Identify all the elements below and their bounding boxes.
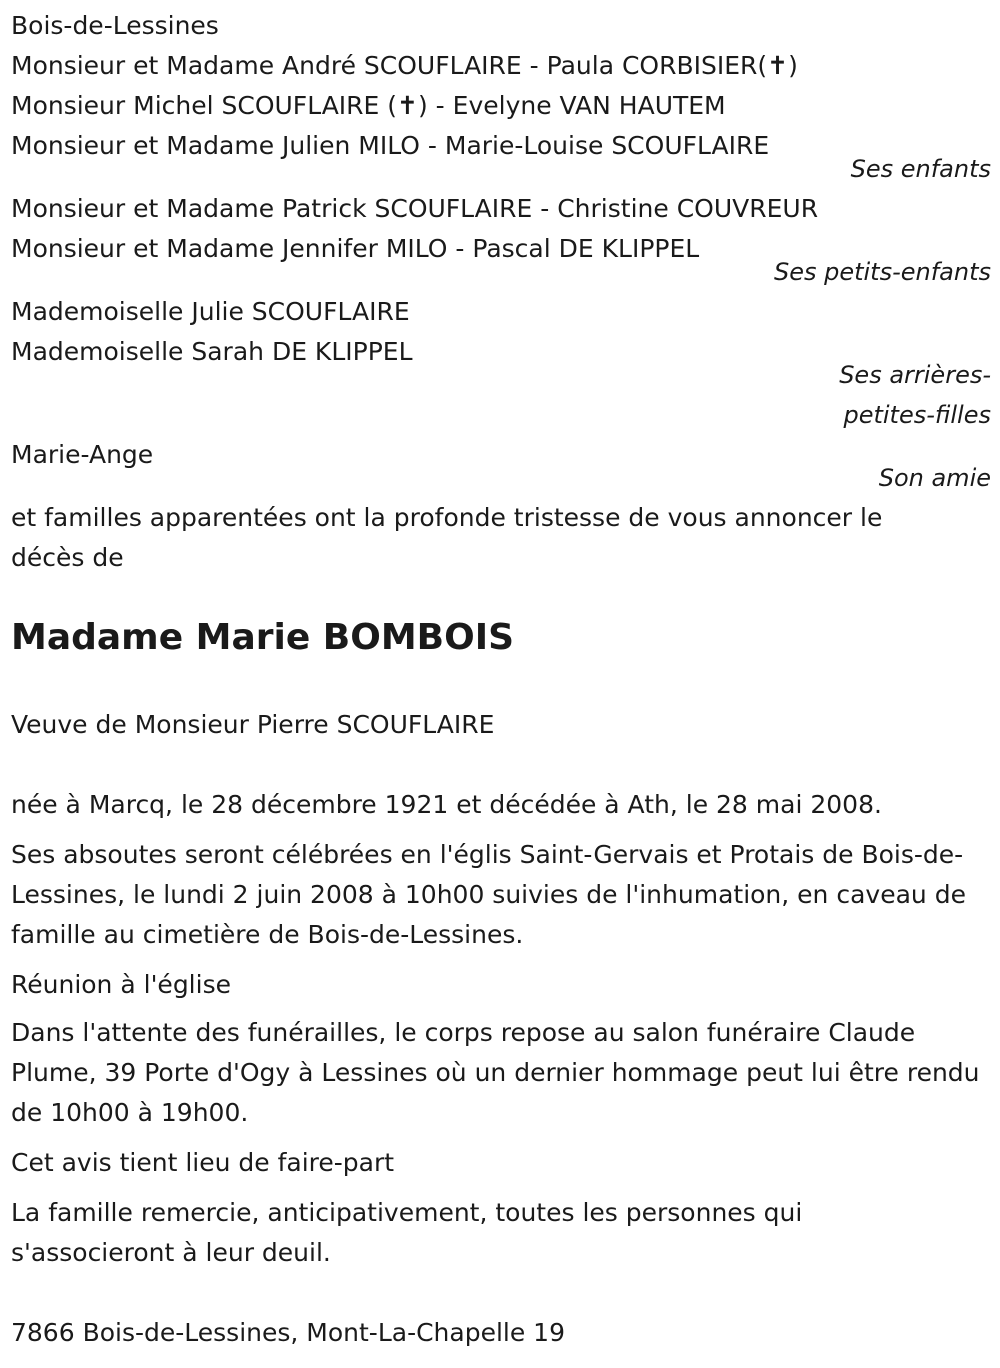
deceased-name: Madame Marie BOMBOIS bbox=[11, 617, 515, 658]
family-line: Mademoiselle Sarah DE KLIPPEL bbox=[11, 337, 413, 366]
family-line: Monsieur Michel SCOUFLAIRE (✝) - Evelyne VAN HAUTEM bbox=[11, 91, 726, 120]
relation-label: Ses petits-enfants bbox=[773, 258, 991, 286]
relation-label: Ses enfants bbox=[850, 155, 991, 183]
ceremony-text: Ses absoutes seront célébrées en l'églis Saint-Gervais et Protais de Bois-de-Lessines, le lundi 2 juin 2008 à 10h00 suivies de l'inhumation, en caveau de famille au cimetière de Bois-de-Lessines. bbox=[11, 840, 966, 949]
family-line: Monsieur et Madame Julien MILO - Marie-Louise SCOUFLAIRE bbox=[11, 131, 770, 160]
address: 7866 Bois-de-Lessines, Mont-La-Chapelle 19 bbox=[11, 1318, 565, 1347]
relation-label: Ses arrières-petites-filles bbox=[839, 361, 991, 429]
thanks-text: La famille remercie, anticipativement, toutes les personnes qui s'associeront à leur deuil. bbox=[11, 1198, 803, 1267]
intro-text: et familles apparentées ont la profonde tristesse de vous annoncer le décès de bbox=[11, 503, 883, 572]
relation-label: Son amie bbox=[878, 464, 991, 492]
family-line: Monsieur et Madame Patrick SCOUFLAIRE - Christine COUVREUR bbox=[11, 194, 819, 223]
notice-text: Cet avis tient lieu de faire-part bbox=[11, 1148, 395, 1177]
family-line: Mademoiselle Julie SCOUFLAIRE bbox=[11, 297, 410, 326]
family-line: Monsieur et Madame Jennifer MILO - Pascal DE KLIPPEL bbox=[11, 234, 700, 263]
family-line: Marie-Ange bbox=[11, 440, 154, 469]
birth-death: née à Marcq, le 28 décembre 1921 et décédée à Ath, le 28 mai 2008. bbox=[11, 790, 882, 819]
family-line: Monsieur et Madame André SCOUFLAIRE - Paula CORBISIER(✝) bbox=[11, 51, 798, 80]
place-header: Bois-de-Lessines bbox=[11, 11, 219, 40]
widow-of: Veuve de Monsieur Pierre SCOUFLAIRE bbox=[11, 710, 495, 739]
viewing-text: Dans l'attente des funérailles, le corps repose au salon funéraire Claude Plume, 39 Porte d'Ogy à Lessines où un dernier hommage peut lui être rendu de 10h00 à 19h00. bbox=[11, 1018, 980, 1127]
meeting-text: Réunion à l'église bbox=[11, 970, 231, 999]
